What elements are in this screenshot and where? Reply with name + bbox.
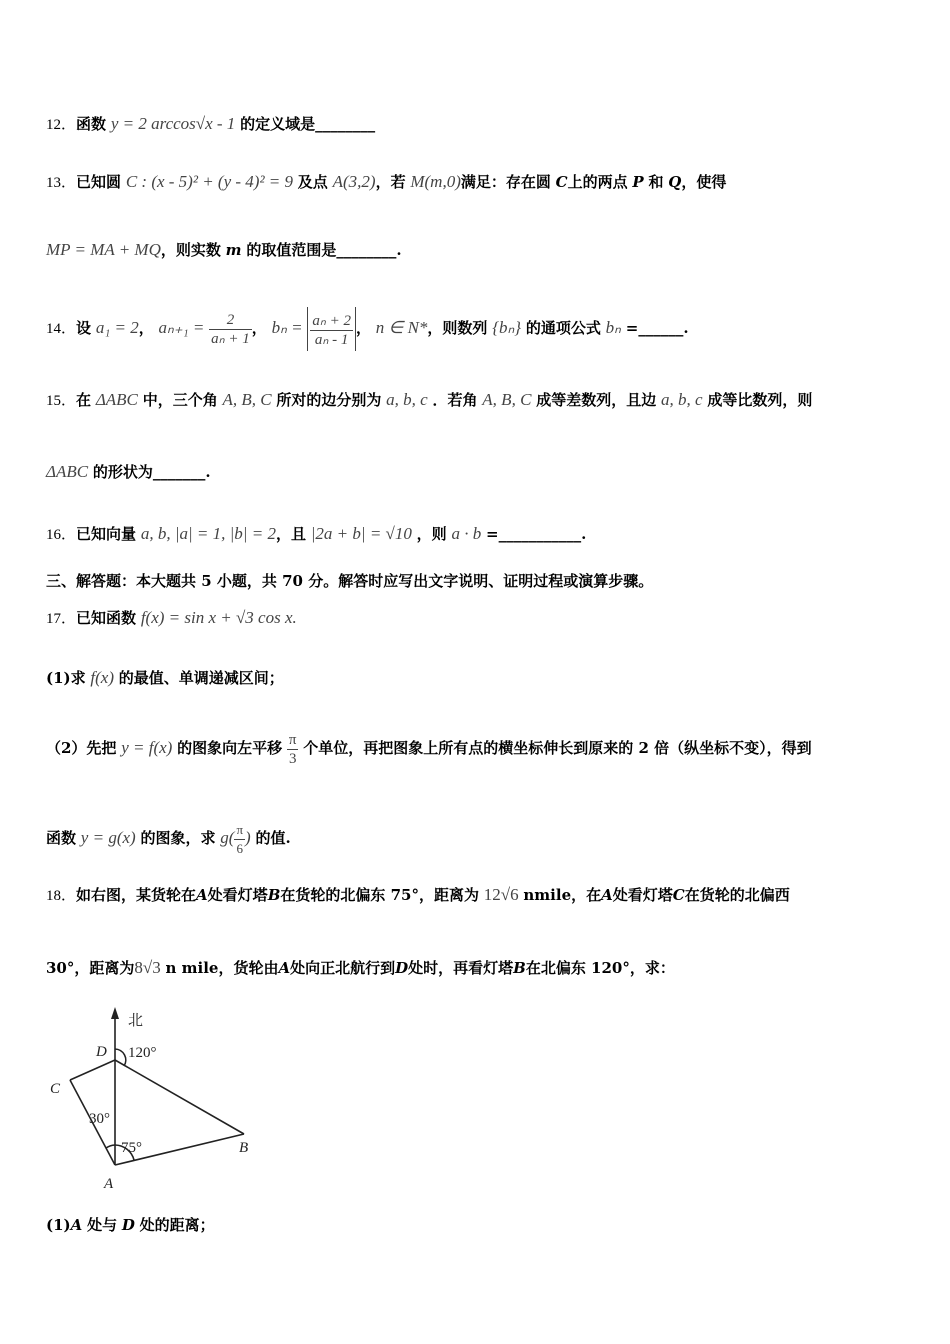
q15-angles: A, B, C — [222, 390, 272, 409]
q18-1-d: D — [121, 1216, 135, 1234]
label-c: C — [50, 1081, 61, 1097]
q13-post3: ，使得 — [681, 173, 727, 191]
q12-pre: 函数 — [76, 115, 107, 133]
label-120: 120° — [128, 1045, 157, 1061]
question-17-part2-line2 — [46, 818, 291, 858]
q18-a: A — [196, 886, 208, 904]
q17-2b-frac — [234, 821, 245, 858]
q17-2b-gv: g( — [220, 828, 235, 847]
label-30: 30° — [89, 1111, 110, 1127]
q18-t5: 处看灯塔 — [612, 886, 673, 904]
q17-2-frac-top: π — [288, 731, 297, 748]
question-18 — [46, 885, 790, 906]
q15-sides2: a, b, c — [660, 390, 703, 409]
q17-2b-frac-bot: 6 — [236, 840, 243, 856]
q18-1-label: (1) — [46, 1216, 71, 1234]
q14-frac-top: 2 — [209, 311, 252, 330]
question-18-part1 — [46, 1215, 215, 1235]
q13-c: C — [555, 173, 568, 191]
q18b-b: B — [513, 959, 526, 977]
q15-number: 15． — [46, 393, 77, 409]
question-14: 14．设 a₁ = 2， aₙ₊₁ = $\frac{2}{\text{aₙ + 1}}$ ， bₙ = $\frac{\text{aₙ + 2}}{\text{aₙ - 1}}$ ， n ∈ N*，则数列 {bₙ} 的通项公式 bₙ =______. — [46, 306, 689, 350]
q15-t2: 所对的边分别为 — [276, 391, 382, 409]
q14-blank: ______ — [638, 319, 684, 337]
q18-t4: nmile，在 — [523, 886, 602, 904]
q17-2-t2: 个单位，再把图象上所有点的横坐标伸长到原来的 2 倍（纵坐标不变），得到 — [303, 739, 812, 757]
label-d: D — [96, 1044, 107, 1060]
q16-end: . — [581, 525, 587, 543]
q17-2-t1: 的图象向左平移 — [177, 739, 283, 757]
q17-2-frac — [287, 731, 299, 768]
q18-1-a: A — [70, 1216, 83, 1234]
q14-abs-top: aₙ + 2 — [312, 312, 351, 329]
q17-2b-g: y = g(x) — [80, 828, 136, 847]
question-17-part2 — [46, 726, 812, 770]
q13-circle: C : (x - 5)² + (y - 4)² = 9 — [125, 172, 294, 191]
q13-mid1: 及点 — [297, 173, 328, 191]
q18-a2: A — [601, 886, 613, 904]
q18b-t1: 30°，距离为 — [46, 959, 135, 977]
q17-2-f: y = f(x) — [121, 738, 173, 757]
question-13 — [46, 172, 726, 193]
q13-number: 13． — [46, 175, 77, 191]
q13-post2: 上的两点 — [567, 173, 628, 191]
q17-number: 17． — [46, 611, 77, 627]
q14-comma: ， — [138, 319, 154, 337]
q18b-dist: 8√3 — [134, 958, 161, 977]
label-a: A — [104, 1176, 114, 1192]
q13-blank: ________ — [336, 241, 397, 259]
q18-1-t2: 处的距离； — [139, 1216, 215, 1234]
q14-fraction — [209, 311, 252, 348]
q14-text2: 的通项公式 — [525, 319, 601, 337]
question-17 — [46, 608, 297, 629]
q13-p: P — [632, 173, 644, 191]
q13-condition: MP = MA + MQ — [46, 240, 161, 259]
label-north: 北 — [128, 1013, 144, 1029]
q14-bn: bₙ = — [271, 318, 303, 337]
q17-2-label: （2）先把 — [46, 739, 117, 757]
q16-number: 16． — [46, 527, 77, 543]
arc-30 — [106, 1145, 115, 1148]
q18-t6: 在货轮的北偏西 — [684, 886, 790, 904]
q17-1-f: f(x) — [90, 668, 115, 687]
q13-mid2: ，若 — [375, 173, 406, 191]
q12-blank: ________ — [315, 115, 376, 133]
q17-2b-t1: 的图象，求 — [140, 829, 216, 847]
q18-c: C — [672, 886, 685, 904]
q14-n: n ∈ N* — [375, 318, 428, 337]
q15-pre: 在 — [76, 391, 92, 409]
q15-sides: a, b, c — [386, 390, 428, 409]
line-cd — [70, 1060, 115, 1080]
q14-eq: = — [625, 319, 639, 337]
question-12 — [46, 114, 375, 135]
question-13-line2 — [46, 240, 402, 260]
q15-t1: 中，三个角 — [142, 391, 218, 409]
q15-angles2: A, B, C — [482, 390, 532, 409]
q14-frac-bot: aₙ + 1 — [211, 330, 250, 347]
question-18-line2 — [46, 958, 675, 978]
q13-m: m — [225, 241, 242, 259]
q15-t4: 成等差数列，且边 — [536, 391, 657, 409]
q16-cond: a, b, |a| = 1, |b| = 2 — [140, 524, 276, 543]
q18-b: B — [267, 886, 281, 904]
q15b-text: 的形状为 — [92, 463, 153, 481]
q16-blank: ___________ — [498, 525, 582, 543]
q18-t2: 处看灯塔 — [207, 886, 268, 904]
q17-2b-gv2: ) — [245, 828, 251, 847]
q17-2b-frac-top: π — [234, 821, 245, 840]
q17-1-label: (1)求 — [46, 669, 86, 687]
q15b-blank: _______ — [152, 463, 206, 481]
label-75: 75° — [121, 1140, 142, 1156]
q14-number: 14． — [46, 321, 77, 337]
q15-tri: ΔABC — [95, 390, 138, 409]
north-arrow-icon — [111, 1007, 119, 1019]
q13-text: ，则实数 — [160, 241, 221, 259]
q17-func: f(x) = sin x + √3 cos x. — [140, 608, 297, 627]
label-b: B — [239, 1140, 249, 1156]
q13-end: . — [396, 241, 402, 259]
q16-t1: ，且 — [275, 525, 306, 543]
q16-dot: a · b — [451, 524, 482, 543]
q13-q: Q — [668, 173, 682, 191]
q18-dist: 12√6 — [483, 885, 519, 904]
q13-point-m: M(m,0) — [410, 172, 461, 191]
q15b-tri: ΔABC — [46, 462, 89, 481]
q12-post: 的定义域是 — [240, 115, 316, 133]
q18b-t3: 处向正北航行到 — [290, 959, 396, 977]
q13-post: 满足：存在圆 — [460, 173, 551, 191]
q17-1-text: 的最值、单调递减区间； — [118, 669, 284, 687]
question-15-line2 — [46, 462, 211, 482]
q14-bnf: bₙ — [605, 318, 621, 337]
q13-text2: 的取值范围是 — [246, 241, 337, 259]
q13-point-a: A(3,2) — [332, 172, 376, 191]
q12-math: y = 2 arccos√x - 1 — [110, 114, 236, 133]
q15-t3: ．若角 — [432, 391, 478, 409]
section-3-heading: 三、解答题：本大题共 5 小题，共 70 分。解答时应写出文字说明、证明过程或演算步骤。 — [46, 572, 654, 590]
q18b-t2: n mile，货轮由 — [165, 959, 279, 977]
q14-text: ，则数列 — [427, 319, 488, 337]
q18b-t4: 处时，再看灯塔 — [408, 959, 514, 977]
q18-1-t1: 处与 — [87, 1216, 118, 1234]
q14-abs — [307, 307, 356, 351]
q17-2b-pre: 函数 — [46, 829, 77, 847]
q16-t2: ，则 — [416, 525, 447, 543]
q14-pre: 设 — [76, 319, 92, 337]
question-15 — [46, 390, 812, 411]
q16-cond2: |2a + b| = √10 — [310, 524, 412, 543]
q16-pre: 已知向量 — [76, 525, 137, 543]
question-16 — [46, 524, 586, 545]
q14-end: . — [683, 319, 689, 337]
q18-t3: 在货轮的北偏东 75°，距离为 — [280, 886, 479, 904]
q18b-t5: 在北偏东 120°，求： — [525, 959, 675, 977]
q17-2b-t2: 的值. — [255, 829, 291, 847]
q14-a1: a₁ = 2 — [95, 318, 139, 337]
q15b-end: . — [205, 463, 211, 481]
q17-2-frac-bot: 3 — [288, 750, 297, 767]
q18b-d: D — [395, 959, 409, 977]
q18-t1: 如右图，某货轮在 — [76, 886, 197, 904]
q13-and: 和 — [648, 173, 664, 191]
q12-number: 12． — [46, 117, 77, 133]
q16-eq: = — [485, 525, 499, 543]
q13-pre: 已知圆 — [76, 173, 122, 191]
q15-t5: 成等比数列，则 — [707, 391, 813, 409]
line-db — [115, 1060, 244, 1134]
q14-seq: {bₙ} — [492, 318, 522, 337]
q14-an1: aₙ₊₁ = — [158, 318, 205, 337]
q17-pre: 已知函数 — [76, 609, 137, 627]
navigation-diagram — [40, 1005, 270, 1195]
question-17-part1 — [46, 668, 284, 688]
q14-abs-bot: aₙ - 1 — [314, 331, 349, 348]
q18b-a: A — [278, 959, 291, 977]
q18-number: 18． — [46, 888, 77, 904]
